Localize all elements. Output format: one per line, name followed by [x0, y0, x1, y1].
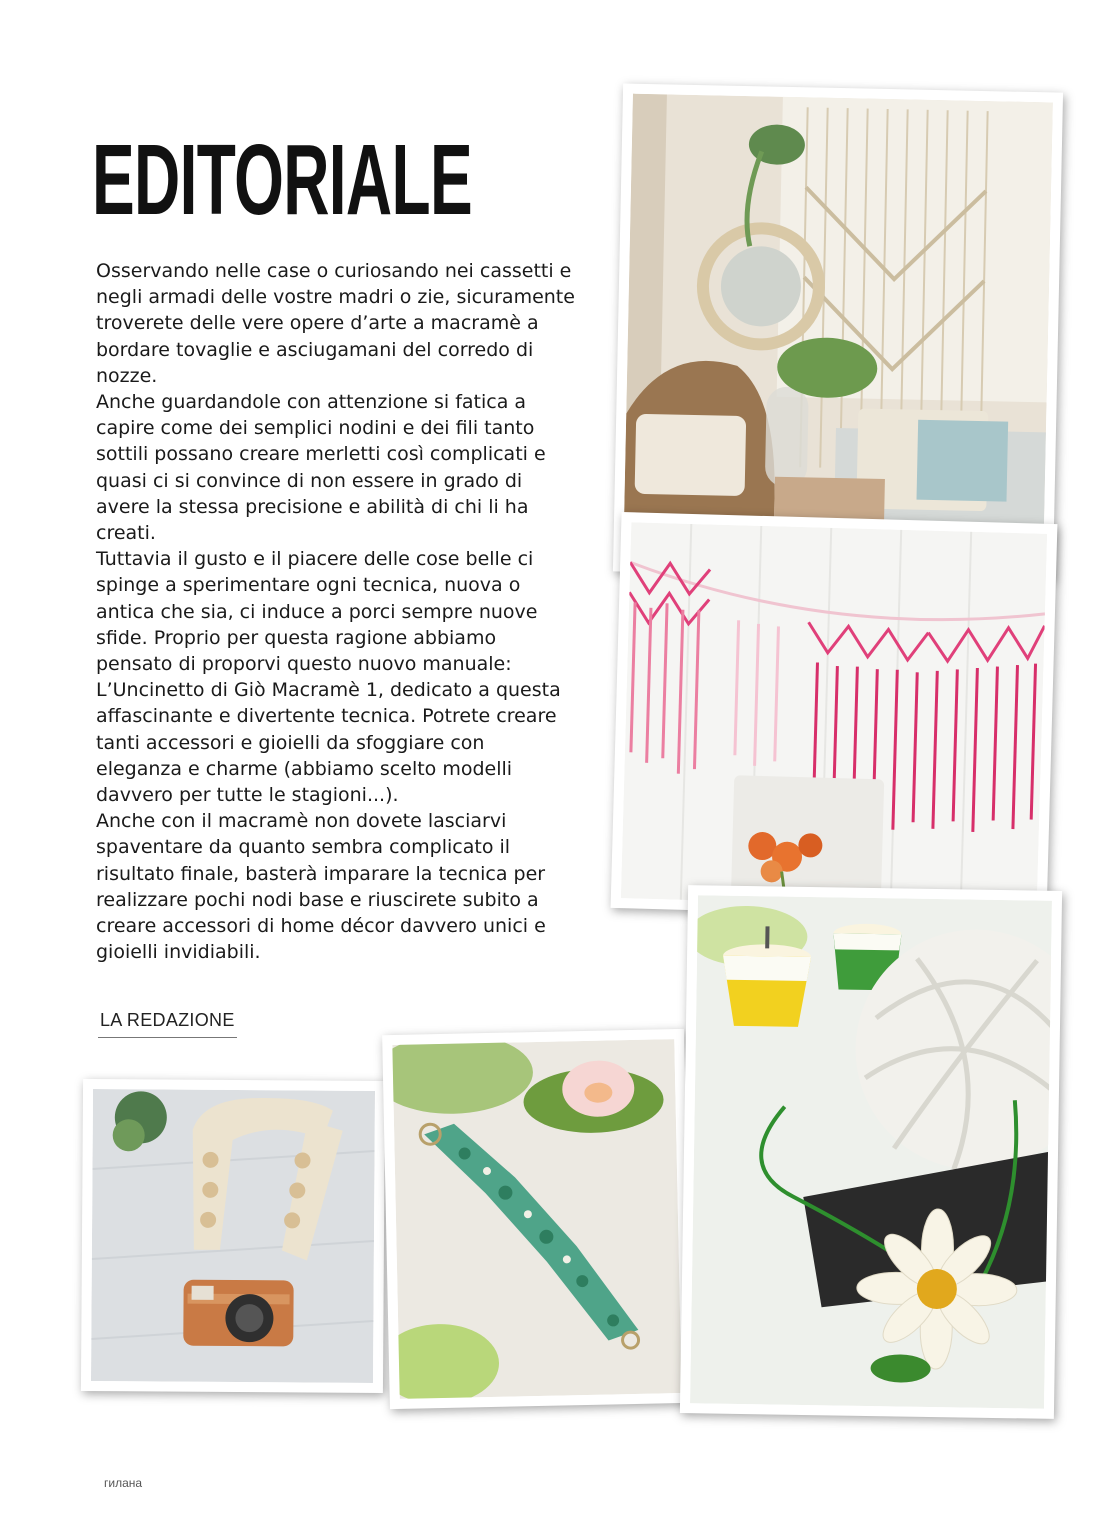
living-room-image	[623, 94, 1053, 571]
paragraph: Anche con il macramè non dovete lasciarvi spaventare da quanto sembra complicato il risultato finale, basterà imparare la tecnica per realizzare pochi nodi base e riuscirete subito a creare accessori di home décor davvero unici e gioielli invidiabili.	[96, 810, 546, 964]
camera-strap-image	[91, 1089, 375, 1383]
page-title: EDITORIALE	[92, 124, 473, 236]
paragraph: Osservando nelle case o curiosando nei cassetti e negli armadi delle vostre madri o zie, sicuramente troverete delle vere opere d’arte a macramè a bordare tovaglie e asciugamani del corredo di nozze.	[96, 260, 575, 387]
pink-garland-image	[621, 522, 1047, 909]
photo-green-macrame-bracelet	[382, 1029, 692, 1409]
signature: LA REDAZIONE	[98, 1010, 237, 1038]
daisy-necklace-image	[690, 895, 1052, 1408]
photo-macrame-living-room	[613, 83, 1063, 580]
green-bracelet-image	[392, 1039, 681, 1399]
photo-macrame-camera-strap	[81, 1079, 385, 1393]
photo-pink-fringe-garland	[611, 512, 1058, 920]
photo-daisy-macrame-necklace	[680, 885, 1062, 1419]
paragraph: Tuttavia il gusto e il piacere delle cose belle ci spinge a sperimentare ogni tecnica, nuova o antica che sia, ci induce a porci sempre nuove sfide. Proprio per questa ragione abbiamo pensato di proporvi questo nuovo manuale: L’Uncinetto di Giò Macramè 1, dedicato a questa affascinante e divertente tecnica. Potrete creare tanti accessori e gioielli da sfoggiare con eleganza e charme (abbiamo scelto modelli davvero per tutte le stagioni...).	[96, 548, 561, 807]
paragraph: Anche guardandole con attenzione si fatica a capire come dei semplici nodini e dei fili tanto sottili possano creare merletti così complicati e quasi ci si convince di non essere in grado di avere la stessa precisione e abilità di chi li ha creati.	[96, 391, 546, 545]
editorial-body	[96, 258, 576, 965]
footer-watermark: гилана	[104, 1476, 143, 1490]
